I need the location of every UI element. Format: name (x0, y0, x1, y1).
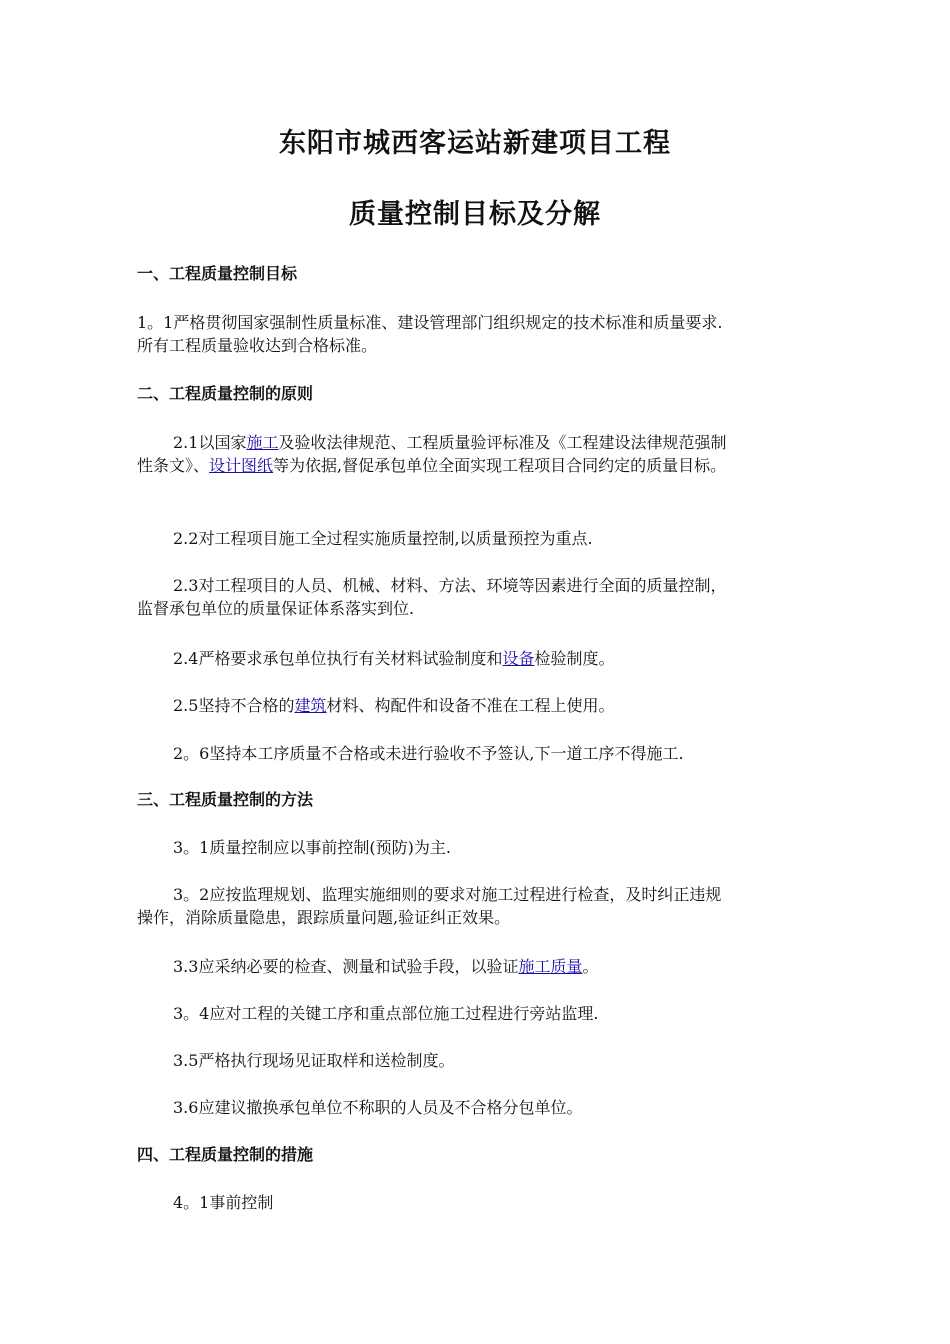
link-shigong[interactable]: 施工 (246, 433, 279, 452)
document-title: 东阳市城西客运站新建项目工程 (279, 128, 671, 159)
paragraph-2-4 (137, 647, 852, 670)
paragraph-4-1: 4。1事前控制 (173, 1193, 274, 1212)
paragraph-2-3 (137, 574, 852, 620)
document-subtitle: 质量控制目标及分解 (349, 199, 601, 230)
text-run: 。 (582, 957, 599, 976)
paragraph-2-1 (137, 431, 852, 477)
text-run: 3.3应采纳必要的检查、测量和试验手段，以验证 (173, 957, 519, 976)
text-run: 等为依据,督促承包单位全面实现工程项目合同约定的质量目标。 (273, 456, 727, 475)
paragraph-line: 监督承包单位的质量保证体系落实到位. (137, 599, 415, 618)
paragraph-3-6: 3.6应建议撤换承包单位不称职的人员及不合格分包单位。 (173, 1098, 583, 1117)
section-heading-2: 二、工程质量控制的原则 (137, 384, 314, 403)
link-construction-quality[interactable]: 施工质量 (518, 957, 583, 976)
section-heading-3: 三、工程质量控制的方法 (137, 790, 314, 809)
paragraph-line (137, 454, 852, 477)
section-heading-4: 四、工程质量控制的措施 (137, 1145, 314, 1164)
paragraph-line: 2.3对工程项目的人员、机械、材料、方法、环境等因素进行全面的质量控制， (173, 576, 727, 595)
section-heading-1: 一、工程质量控制目标 (137, 264, 298, 283)
paragraph-line: 1。1严格贯彻国家强制性质量标准、建设管理部门组织规定的技术标准和质量要求. (137, 313, 723, 332)
paragraph-3-1: 3。1质量控制应以事前控制(预防)为主. (173, 838, 451, 857)
paragraph-line: 操作，消除质量隐患，跟踪质量问题,验证纠正效果。 (137, 908, 511, 927)
paragraph-2-6: 2。6坚持本工序质量不合格或未进行验收不予签认,下一道工序不得施工. (173, 744, 684, 763)
link-equipment[interactable]: 设备 (502, 649, 535, 668)
link-design-drawings[interactable]: 设计图纸 (209, 456, 274, 475)
paragraph-2-5 (137, 694, 852, 717)
text-run: 2.4严格要求承包单位执行有关材料试验制度和 (173, 649, 503, 668)
paragraph-line: 所有工程质量验收达到合格标准。 (137, 336, 378, 355)
paragraph-line (137, 431, 852, 454)
text-run: 2.1以国家 (173, 433, 247, 452)
paragraph-3-3 (137, 955, 852, 978)
paragraph-3-5: 3.5严格执行现场见证取样和送检制度。 (173, 1051, 455, 1070)
paragraph-3-2 (137, 883, 852, 929)
paragraph-3-4: 3。4应对工程的关键工序和重点部位施工过程进行旁站监理. (173, 1004, 599, 1023)
text-run: 材料、构配件和设备不准在工程上使用。 (326, 696, 615, 715)
text-run: 检验制度。 (534, 649, 615, 668)
link-building[interactable]: 建筑 (294, 696, 327, 715)
text-run: 及验收法律规范、工程质量验评标准及《工程建设法律规范强制 (278, 433, 727, 452)
paragraph-2-2: 2.2对工程项目施工全过程实施质量控制,以质量预控为重点. (173, 529, 593, 548)
text-run: 性条文》、 (137, 456, 210, 475)
paragraph-1-1 (137, 311, 852, 357)
paragraph-line: 3。2应按监理规划、监理实施细则的要求对施工过程进行检查，及时纠正违规 (173, 885, 722, 904)
text-run: 2.5坚持不合格的 (173, 696, 295, 715)
